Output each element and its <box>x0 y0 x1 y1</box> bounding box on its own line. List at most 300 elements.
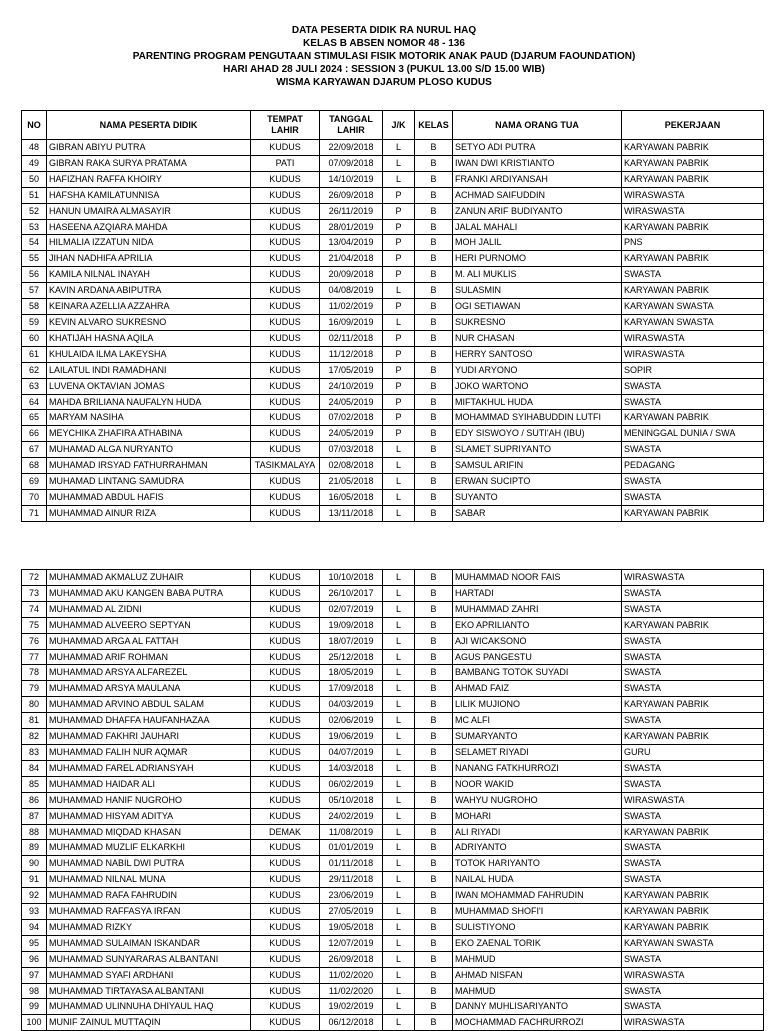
table-row <box>22 330 764 346</box>
table-row <box>22 840 764 856</box>
cell-parent-name: FRANKI ARDIYANSAH <box>453 171 622 187</box>
cell-occupation: SWASTA <box>622 713 764 729</box>
cell-gender: L <box>383 744 415 760</box>
cell-gender: L <box>383 840 415 856</box>
cell-student-name: HAFSHA KAMILATUNNISA <box>47 187 251 203</box>
cell-gender: L <box>383 283 415 299</box>
cell-gender: P <box>383 299 415 315</box>
cell-no: 61 <box>22 346 47 362</box>
cell-parent-name: HERI PURNOMO <box>453 251 622 267</box>
cell-parent-name: MOHAMMAD SYIHABUDDIN LUTFI <box>453 410 622 426</box>
table-row <box>22 601 764 617</box>
table-row <box>22 617 764 633</box>
cell-birthdate: 07/09/2018 <box>320 155 383 171</box>
cell-student-name: MUHAMMAD ARGA AL FATTAH <box>47 633 251 649</box>
cell-birthdate: 20/09/2018 <box>320 267 383 283</box>
cell-occupation: SWASTA <box>622 649 764 665</box>
table-row <box>22 203 764 219</box>
cell-parent-name: OGI SETIAWAN <box>453 299 622 315</box>
table-row <box>22 808 764 824</box>
table-row <box>22 729 764 745</box>
cell-student-name: KEVIN ALVARO SUKRESNO <box>47 314 251 330</box>
cell-gender: L <box>383 633 415 649</box>
cell-parent-name: NANANG FATKHURROZI <box>453 760 622 776</box>
cell-birthdate: 21/05/2018 <box>320 474 383 490</box>
cell-class: B <box>415 140 453 156</box>
cell-birthdate: 13/11/2018 <box>320 505 383 521</box>
roster-table-section-1 <box>21 110 764 522</box>
cell-birthplace: KUDUS <box>251 601 320 617</box>
cell-class: B <box>415 617 453 633</box>
cell-birthplace: KUDUS <box>251 776 320 792</box>
cell-class: B <box>415 283 453 299</box>
cell-birthplace: KUDUS <box>251 713 320 729</box>
cell-class: B <box>415 856 453 872</box>
cell-birthplace: KUDUS <box>251 585 320 601</box>
cell-birthplace: KUDUS <box>251 808 320 824</box>
cell-no: 66 <box>22 426 47 442</box>
cell-parent-name: MUHAMMAD ZAHRI <box>453 601 622 617</box>
cell-student-name: MUHAMMAD FAREL ADRIANSYAH <box>47 760 251 776</box>
cell-student-name: MUHAMMAD AKU KANGEN BABA PUTRA <box>47 585 251 601</box>
cell-gender: P <box>383 410 415 426</box>
table-row <box>22 856 764 872</box>
cell-birthdate: 04/03/2019 <box>320 697 383 713</box>
cell-occupation: WIRASWASTA <box>622 570 764 586</box>
cell-birthplace: KUDUS <box>251 505 320 521</box>
cell-birthplace: KUDUS <box>251 442 320 458</box>
cell-student-name: MUHAMMAD FALIH NUR AQMAR <box>47 744 251 760</box>
cell-class: B <box>415 299 453 315</box>
cell-gender: L <box>383 967 415 983</box>
table-row <box>22 442 764 458</box>
cell-student-name: KHATIJAH HASNA AQILA <box>47 330 251 346</box>
cell-parent-name: HARTADI <box>453 585 622 601</box>
cell-occupation: SWASTA <box>622 394 764 410</box>
cell-parent-name: SUYANTO <box>453 489 622 505</box>
cell-birthplace: KUDUS <box>251 840 320 856</box>
cell-gender: L <box>383 760 415 776</box>
cell-class: B <box>415 951 453 967</box>
table-row <box>22 267 764 283</box>
cell-gender: L <box>383 570 415 586</box>
cell-no: 94 <box>22 919 47 935</box>
cell-occupation: SWASTA <box>622 489 764 505</box>
cell-birthdate: 18/07/2019 <box>320 633 383 649</box>
cell-birthdate: 23/06/2019 <box>320 888 383 904</box>
cell-birthplace: KUDUS <box>251 649 320 665</box>
cell-student-name: MUHAMMAD TIRTAYASA ALBANTANI <box>47 983 251 999</box>
cell-no: 76 <box>22 633 47 649</box>
cell-class: B <box>415 378 453 394</box>
cell-birthplace: KUDUS <box>251 283 320 299</box>
cell-occupation: SWASTA <box>622 983 764 999</box>
table-row <box>22 235 764 251</box>
cell-no: 69 <box>22 474 47 490</box>
cell-birthdate: 01/01/2019 <box>320 840 383 856</box>
cell-birthplace: KUDUS <box>251 1015 320 1031</box>
cell-student-name: MUHAMMAD ARSYA ALFAREZEL <box>47 665 251 681</box>
cell-student-name: KAVIN ARDANA ABIPUTRA <box>47 283 251 299</box>
table-row <box>22 410 764 426</box>
cell-occupation: SWASTA <box>622 776 764 792</box>
cell-birthdate: 21/04/2018 <box>320 251 383 267</box>
cell-no: 87 <box>22 808 47 824</box>
table-row <box>22 140 764 156</box>
table-body-section-2 <box>22 570 764 1031</box>
cell-student-name: MAHDA BRILIANA NAUFALYN HUDA <box>47 394 251 410</box>
cell-parent-name: SULASMIN <box>453 283 622 299</box>
cell-no: 71 <box>22 505 47 521</box>
cell-birthplace: KUDUS <box>251 792 320 808</box>
cell-student-name: HASEENA AZQIARA MAHDA <box>47 219 251 235</box>
cell-no: 91 <box>22 872 47 888</box>
cell-class: B <box>415 442 453 458</box>
cell-birthplace: KUDUS <box>251 410 320 426</box>
cell-birthdate: 02/07/2019 <box>320 601 383 617</box>
cell-class: B <box>415 346 453 362</box>
cell-student-name: MUHAMMAD AKMALUZ ZUHAIR <box>47 570 251 586</box>
table-row <box>22 919 764 935</box>
cell-occupation: SWASTA <box>622 999 764 1015</box>
cell-birthplace: KUDUS <box>251 474 320 490</box>
cell-no: 57 <box>22 283 47 299</box>
cell-parent-name: AJI WICAKSONO <box>453 633 622 649</box>
cell-class: B <box>415 585 453 601</box>
cell-birthdate: 24/05/2019 <box>320 394 383 410</box>
roster-table-section-2 <box>21 569 764 1031</box>
cell-birthdate: 19/02/2019 <box>320 999 383 1015</box>
cell-class: B <box>415 203 453 219</box>
cell-no: 99 <box>22 999 47 1015</box>
table-row <box>22 999 764 1015</box>
cell-birthdate: 04/08/2019 <box>320 283 383 299</box>
cell-birthdate: 11/08/2019 <box>320 824 383 840</box>
cell-occupation: KARYAWAN PABRIK <box>622 251 764 267</box>
cell-birthdate: 25/12/2018 <box>320 649 383 665</box>
cell-occupation: KARYAWAN PABRIK <box>622 505 764 521</box>
cell-gender: L <box>383 919 415 935</box>
cell-gender: L <box>383 314 415 330</box>
cell-class: B <box>415 410 453 426</box>
header-location-line: WISMA KARYAWAN DJARUM PLOSO KUDUS <box>276 77 492 88</box>
cell-birthdate: 13/04/2019 <box>320 235 383 251</box>
cell-no: 92 <box>22 888 47 904</box>
cell-no: 100 <box>22 1015 47 1031</box>
table-row <box>22 314 764 330</box>
cell-no: 54 <box>22 235 47 251</box>
cell-occupation: KARYAWAN PABRIK <box>622 697 764 713</box>
cell-class: B <box>415 171 453 187</box>
cell-occupation: KARYAWAN SWASTA <box>622 935 764 951</box>
cell-class: B <box>415 505 453 521</box>
cell-gender: L <box>383 872 415 888</box>
cell-no: 81 <box>22 713 47 729</box>
cell-student-name: MUHAMMAD ALVEERO SEPTYAN <box>47 617 251 633</box>
cell-birthdate: 26/09/2018 <box>320 951 383 967</box>
cell-gender: L <box>383 140 415 156</box>
table-row <box>22 458 764 474</box>
cell-birthplace: KUDUS <box>251 665 320 681</box>
cell-birthdate: 27/05/2019 <box>320 904 383 920</box>
document-header <box>0 24 768 89</box>
table-row <box>22 299 764 315</box>
cell-no: 89 <box>22 840 47 856</box>
cell-no: 51 <box>22 187 47 203</box>
cell-student-name: KAMILA NILNAL INAYAH <box>47 267 251 283</box>
cell-birthplace: KUDUS <box>251 999 320 1015</box>
cell-no: 52 <box>22 203 47 219</box>
cell-birthdate: 02/11/2018 <box>320 330 383 346</box>
cell-no: 85 <box>22 776 47 792</box>
cell-class: B <box>415 713 453 729</box>
table-row <box>22 888 764 904</box>
cell-no: 86 <box>22 792 47 808</box>
table-header-row <box>22 111 764 140</box>
cell-parent-name: HERRY SANTOSO <box>453 346 622 362</box>
cell-gender: P <box>383 362 415 378</box>
cell-birthdate: 26/11/2019 <box>320 203 383 219</box>
cell-gender: L <box>383 171 415 187</box>
cell-birthplace: KUDUS <box>251 140 320 156</box>
cell-no: 73 <box>22 585 47 601</box>
cell-no: 62 <box>22 362 47 378</box>
cell-student-name: MUHAMMAD SULAIMAN ISKANDAR <box>47 935 251 951</box>
cell-student-name: JIHAN NADHIFA APRILIA <box>47 251 251 267</box>
cell-no: 64 <box>22 394 47 410</box>
cell-occupation: KARYAWAN PABRIK <box>622 617 764 633</box>
cell-student-name: MUHAMMAD HAIDAR ALI <box>47 776 251 792</box>
cell-birthplace: KUDUS <box>251 967 320 983</box>
cell-parent-name: MAHMUD <box>453 983 622 999</box>
cell-class: B <box>415 330 453 346</box>
cell-parent-name: EKO APRILIANTO <box>453 617 622 633</box>
cell-student-name: HILMALIA IZZATUN NIDA <box>47 235 251 251</box>
table-body-section-1 <box>22 140 764 522</box>
cell-birthdate: 24/10/2019 <box>320 378 383 394</box>
table-row <box>22 967 764 983</box>
cell-occupation: KARYAWAN PABRIK <box>622 410 764 426</box>
cell-class: B <box>415 872 453 888</box>
cell-gender: L <box>383 458 415 474</box>
cell-gender: P <box>383 219 415 235</box>
cell-no: 56 <box>22 267 47 283</box>
cell-occupation: SWASTA <box>622 633 764 649</box>
cell-birthdate: 19/09/2018 <box>320 617 383 633</box>
cell-student-name: MUHAMMAD ARSYA MAULANA <box>47 681 251 697</box>
cell-student-name: MUHAMMAD DHAFFA HAUFANHAZAA <box>47 713 251 729</box>
cell-no: 65 <box>22 410 47 426</box>
cell-class: B <box>415 489 453 505</box>
cell-birthdate: 07/02/2018 <box>320 410 383 426</box>
cell-parent-name: EKO ZAENAL TORIK <box>453 935 622 951</box>
cell-parent-name: SUMARYANTO <box>453 729 622 745</box>
cell-gender: P <box>383 203 415 219</box>
cell-parent-name: AHMAD FAIZ <box>453 681 622 697</box>
table-row <box>22 697 764 713</box>
cell-student-name: LUVENA OKTAVIAN JOMAS <box>47 378 251 394</box>
cell-class: B <box>415 904 453 920</box>
cell-gender: L <box>383 601 415 617</box>
cell-gender: L <box>383 904 415 920</box>
cell-birthdate: 05/10/2018 <box>320 792 383 808</box>
cell-occupation: KARYAWAN PABRIK <box>622 140 764 156</box>
cell-occupation: KARYAWAN SWASTA <box>622 314 764 330</box>
cell-birthdate: 24/02/2019 <box>320 808 383 824</box>
cell-birthplace: KUDUS <box>251 314 320 330</box>
cell-birthplace: KUDUS <box>251 187 320 203</box>
table-row <box>22 283 764 299</box>
cell-occupation: SWASTA <box>622 856 764 872</box>
cell-occupation: WIRASWASTA <box>622 203 764 219</box>
cell-no: 55 <box>22 251 47 267</box>
cell-parent-name: DANNY MUHLISARIYANTO <box>453 999 622 1015</box>
cell-birthplace: KUDUS <box>251 330 320 346</box>
cell-no: 49 <box>22 155 47 171</box>
cell-birthdate: 12/07/2019 <box>320 935 383 951</box>
cell-student-name: KHULAIDA ILMA LAKEYSHA <box>47 346 251 362</box>
cell-birthplace: KUDUS <box>251 171 320 187</box>
cell-birthplace: KUDUS <box>251 426 320 442</box>
cell-parent-name: AHMAD NISFAN <box>453 967 622 983</box>
cell-birthplace: PATI <box>251 155 320 171</box>
cell-no: 58 <box>22 299 47 315</box>
cell-birthplace: TASIKMALAYA <box>251 458 320 474</box>
cell-class: B <box>415 362 453 378</box>
cell-parent-name: SELAMET RIYADI <box>453 744 622 760</box>
cell-birthdate: 22/09/2018 <box>320 140 383 156</box>
cell-parent-name: MUHAMMAD SHOFI'I <box>453 904 622 920</box>
table-row <box>22 171 764 187</box>
cell-occupation: KARYAWAN PABRIK <box>622 904 764 920</box>
cell-birthdate: 28/01/2019 <box>320 219 383 235</box>
cell-parent-name: NOOR WAKID <box>453 776 622 792</box>
table-row <box>22 904 764 920</box>
cell-birthplace: KUDUS <box>251 697 320 713</box>
cell-no: 79 <box>22 681 47 697</box>
cell-student-name: MUHAMMAD ARIF ROHMAN <box>47 649 251 665</box>
cell-occupation: WIRASWASTA <box>622 330 764 346</box>
cell-class: B <box>415 1015 453 1031</box>
table-row <box>22 1015 764 1031</box>
cell-class: B <box>415 394 453 410</box>
cell-student-name: MUHAMMAD RAFA FAHRUDIN <box>47 888 251 904</box>
table-row <box>22 426 764 442</box>
cell-class: B <box>415 681 453 697</box>
cell-occupation: SWASTA <box>622 442 764 458</box>
table-row <box>22 155 764 171</box>
cell-student-name: MUHAMMAD SYAFI ARDHANI <box>47 967 251 983</box>
cell-birthdate: 14/03/2018 <box>320 760 383 776</box>
cell-parent-name: TOTOK HARIYANTO <box>453 856 622 872</box>
cell-no: 93 <box>22 904 47 920</box>
cell-student-name: GIBRAN RAKA SURYA PRATAMA <box>47 155 251 171</box>
cell-class: B <box>415 967 453 983</box>
cell-parent-name: JALAL MAHALI <box>453 219 622 235</box>
cell-birthdate: 24/05/2019 <box>320 426 383 442</box>
cell-class: B <box>415 729 453 745</box>
cell-gender: P <box>383 267 415 283</box>
cell-birthplace: KUDUS <box>251 904 320 920</box>
cell-birthdate: 11/02/2019 <box>320 299 383 315</box>
header-schedule-line: HARI AHAD 28 JULI 2024 : SESSION 3 (PUKUL 13.00 S/D 15.00 WIB) <box>223 64 545 75</box>
cell-occupation: KARYAWAN PABRIK <box>622 729 764 745</box>
cell-birthdate: 11/12/2018 <box>320 346 383 362</box>
cell-occupation: GURU <box>622 744 764 760</box>
cell-birthplace: KUDUS <box>251 299 320 315</box>
table-row <box>22 489 764 505</box>
cell-parent-name: NAILAL HUDA <box>453 872 622 888</box>
cell-student-name: GIBRAN ABIYU PUTRA <box>47 140 251 156</box>
cell-birthplace: KUDUS <box>251 267 320 283</box>
cell-parent-name: BAMBANG TOTOK SUYADI <box>453 665 622 681</box>
cell-parent-name: AGUS PANGESTU <box>453 649 622 665</box>
cell-student-name: KEINARA AZELLIA AZZAHRA <box>47 299 251 315</box>
cell-student-name: MUHAMMAD RIZKY <box>47 919 251 935</box>
header-title: DATA PESERTA DIDIK RA NURUL HAQ <box>291 25 477 36</box>
table-row <box>22 713 764 729</box>
cell-birthplace: KUDUS <box>251 378 320 394</box>
cell-birthplace: DEMAK <box>251 824 320 840</box>
cell-occupation: PNS <box>622 235 764 251</box>
cell-no: 72 <box>22 570 47 586</box>
cell-occupation: SWASTA <box>622 872 764 888</box>
cell-gender: L <box>383 999 415 1015</box>
cell-occupation: WIRASWASTA <box>622 792 764 808</box>
table-row <box>22 251 764 267</box>
col-header-gender: J/K <box>383 111 415 140</box>
table-row <box>22 474 764 490</box>
cell-occupation: SWASTA <box>622 665 764 681</box>
cell-birthdate: 06/12/2018 <box>320 1015 383 1031</box>
cell-occupation: KARYAWAN SWASTA <box>622 299 764 315</box>
cell-parent-name: MUHAMMAD NOOR FAIS <box>453 570 622 586</box>
cell-parent-name: ERWAN SUCIPTO <box>453 474 622 490</box>
cell-birthdate: 14/10/2019 <box>320 171 383 187</box>
cell-class: B <box>415 633 453 649</box>
table-row <box>22 872 764 888</box>
cell-parent-name: JOKO WARTONO <box>453 378 622 394</box>
cell-occupation: PEDAGANG <box>622 458 764 474</box>
cell-parent-name: SABAR <box>453 505 622 521</box>
cell-gender: P <box>383 251 415 267</box>
cell-no: 75 <box>22 617 47 633</box>
cell-birthplace: KUDUS <box>251 633 320 649</box>
cell-occupation: SWASTA <box>622 474 764 490</box>
cell-parent-name: SETYO ADI PUTRA <box>453 140 622 156</box>
cell-student-name: MUNIF ZAINUL MUTTAQIN <box>47 1015 251 1031</box>
cell-occupation: KARYAWAN PABRIK <box>622 888 764 904</box>
cell-gender: L <box>383 665 415 681</box>
cell-occupation: SWASTA <box>622 585 764 601</box>
col-header-occupation: PEKERJAAN <box>622 111 764 140</box>
table-row <box>22 681 764 697</box>
cell-occupation: SWASTA <box>622 760 764 776</box>
cell-gender: P <box>383 330 415 346</box>
cell-class: B <box>415 314 453 330</box>
cell-student-name: MUHAMMAD HANIF NUGROHO <box>47 792 251 808</box>
cell-birthdate: 18/05/2019 <box>320 665 383 681</box>
cell-birthplace: KUDUS <box>251 219 320 235</box>
cell-parent-name: WAHYU NUGROHO <box>453 792 622 808</box>
cell-gender: L <box>383 713 415 729</box>
cell-parent-name: IWAN MOHAMMAD FAHRUDIN <box>453 888 622 904</box>
cell-no: 95 <box>22 935 47 951</box>
table-row <box>22 744 764 760</box>
table-row <box>22 378 764 394</box>
cell-gender: L <box>383 951 415 967</box>
cell-student-name: MUHAMAD IRSYAD FATHURRAHMAN <box>47 458 251 474</box>
